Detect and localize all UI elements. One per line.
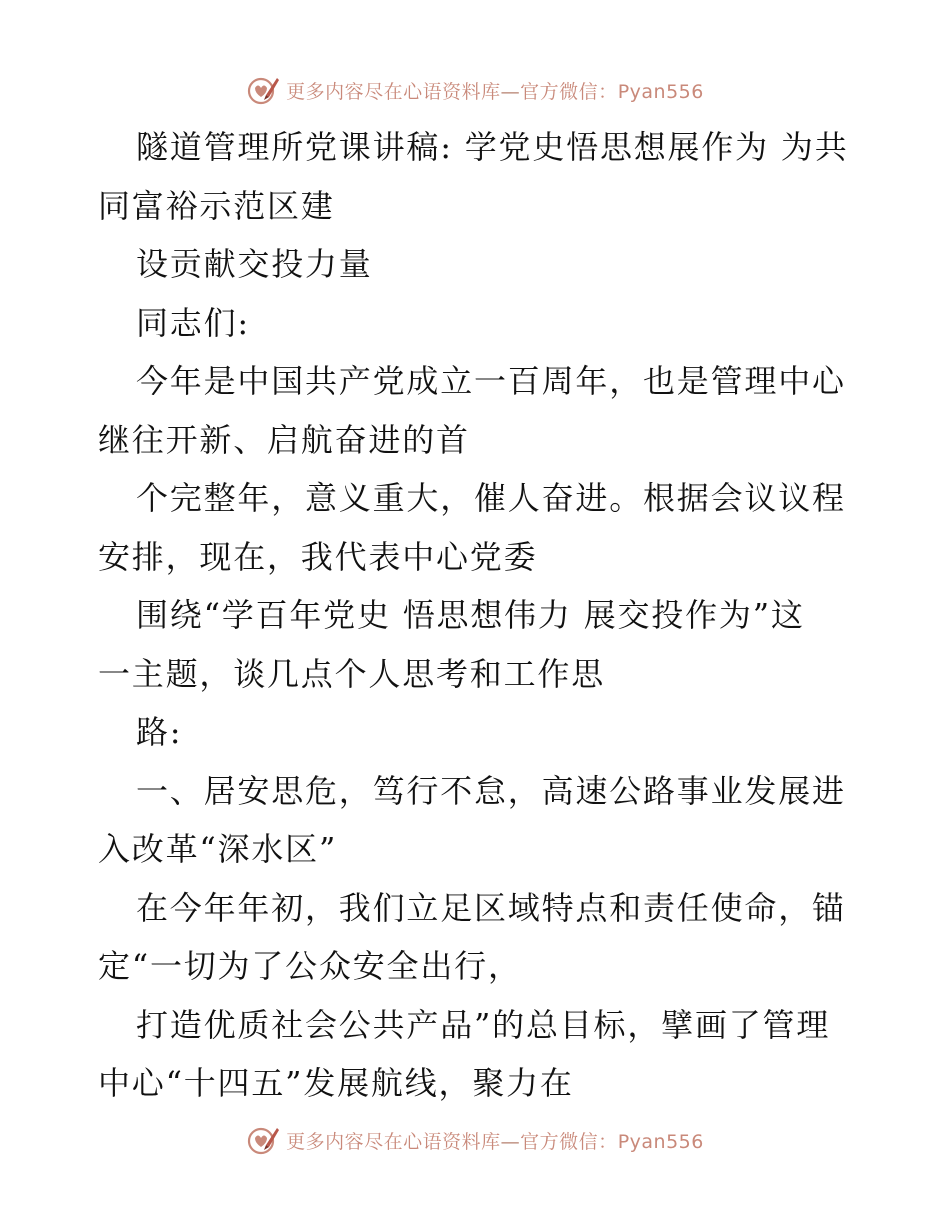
heart-pen-logo-icon bbox=[246, 73, 280, 107]
text-line: 路: bbox=[136, 713, 183, 751]
body-paragraph bbox=[98, 469, 854, 586]
text-line: 中心“十四五”发展航线，聚力在 bbox=[98, 1064, 574, 1102]
text-line: 一、居安思危，笃行不怠，高速公路事业发展进 bbox=[136, 771, 846, 810]
banner-separator: — bbox=[500, 80, 521, 103]
heart-pen-logo-icon bbox=[246, 1123, 280, 1157]
header-watermark-banner bbox=[0, 70, 950, 110]
text-line: 同富裕示范区建 bbox=[98, 186, 335, 225]
text-line: 个完整年，意义重大，催人奋进。根据会议议程 bbox=[136, 479, 846, 517]
body-paragraph bbox=[98, 879, 854, 996]
text-line: 定“一切为了公众安全出行， bbox=[98, 947, 522, 985]
salutation bbox=[98, 294, 854, 353]
body-paragraph bbox=[98, 586, 854, 703]
text-line: 一主题，谈几点个人思考和工作思 bbox=[98, 654, 606, 693]
banner-wechat-id: Pyan556 bbox=[617, 1130, 704, 1153]
body-paragraph bbox=[98, 352, 854, 469]
banner-wechat-label: 官方微信： bbox=[520, 1130, 618, 1153]
text-line: 安排，现在，我代表中心党委 bbox=[98, 537, 538, 576]
text-line: 同志们: bbox=[136, 303, 250, 342]
text-line: 入改革“深水区” bbox=[98, 830, 338, 868]
text-line: 继往开新、启航奋进的首 bbox=[98, 420, 470, 459]
body-paragraph bbox=[98, 703, 854, 762]
banner-separator: — bbox=[500, 1130, 521, 1153]
title-paragraph bbox=[98, 118, 854, 235]
section-heading bbox=[98, 762, 854, 879]
banner-wechat-label: 官方微信： bbox=[520, 80, 618, 103]
banner-wechat-id: Pyan556 bbox=[617, 80, 704, 103]
body-paragraph bbox=[98, 996, 854, 1113]
title-continuation bbox=[98, 235, 854, 294]
text-line: 在今年年初，我们立足区域特点和责任使命，锚 bbox=[136, 888, 846, 927]
text-line: 设贡献交投力量 bbox=[136, 245, 373, 283]
text-line: 围绕“学百年党史 悟思想伟力 展交投作为”这 bbox=[136, 596, 805, 634]
footer-watermark-banner bbox=[0, 1120, 950, 1160]
banner-brand-text: 更多内容尽在心语资料库 bbox=[286, 80, 501, 103]
text-line: 今年是中国共产党成立一百周年，也是管理中心 bbox=[136, 362, 846, 400]
text-line: 打造优质社会公共产品”的总目标，擘画了管理 bbox=[136, 1005, 831, 1044]
banner-brand-text: 更多内容尽在心语资料库 bbox=[286, 1130, 501, 1153]
text-line: 隧道管理所党课讲稿: 学党史悟思想展作为 为共 bbox=[136, 128, 849, 166]
document-body bbox=[98, 118, 854, 1113]
